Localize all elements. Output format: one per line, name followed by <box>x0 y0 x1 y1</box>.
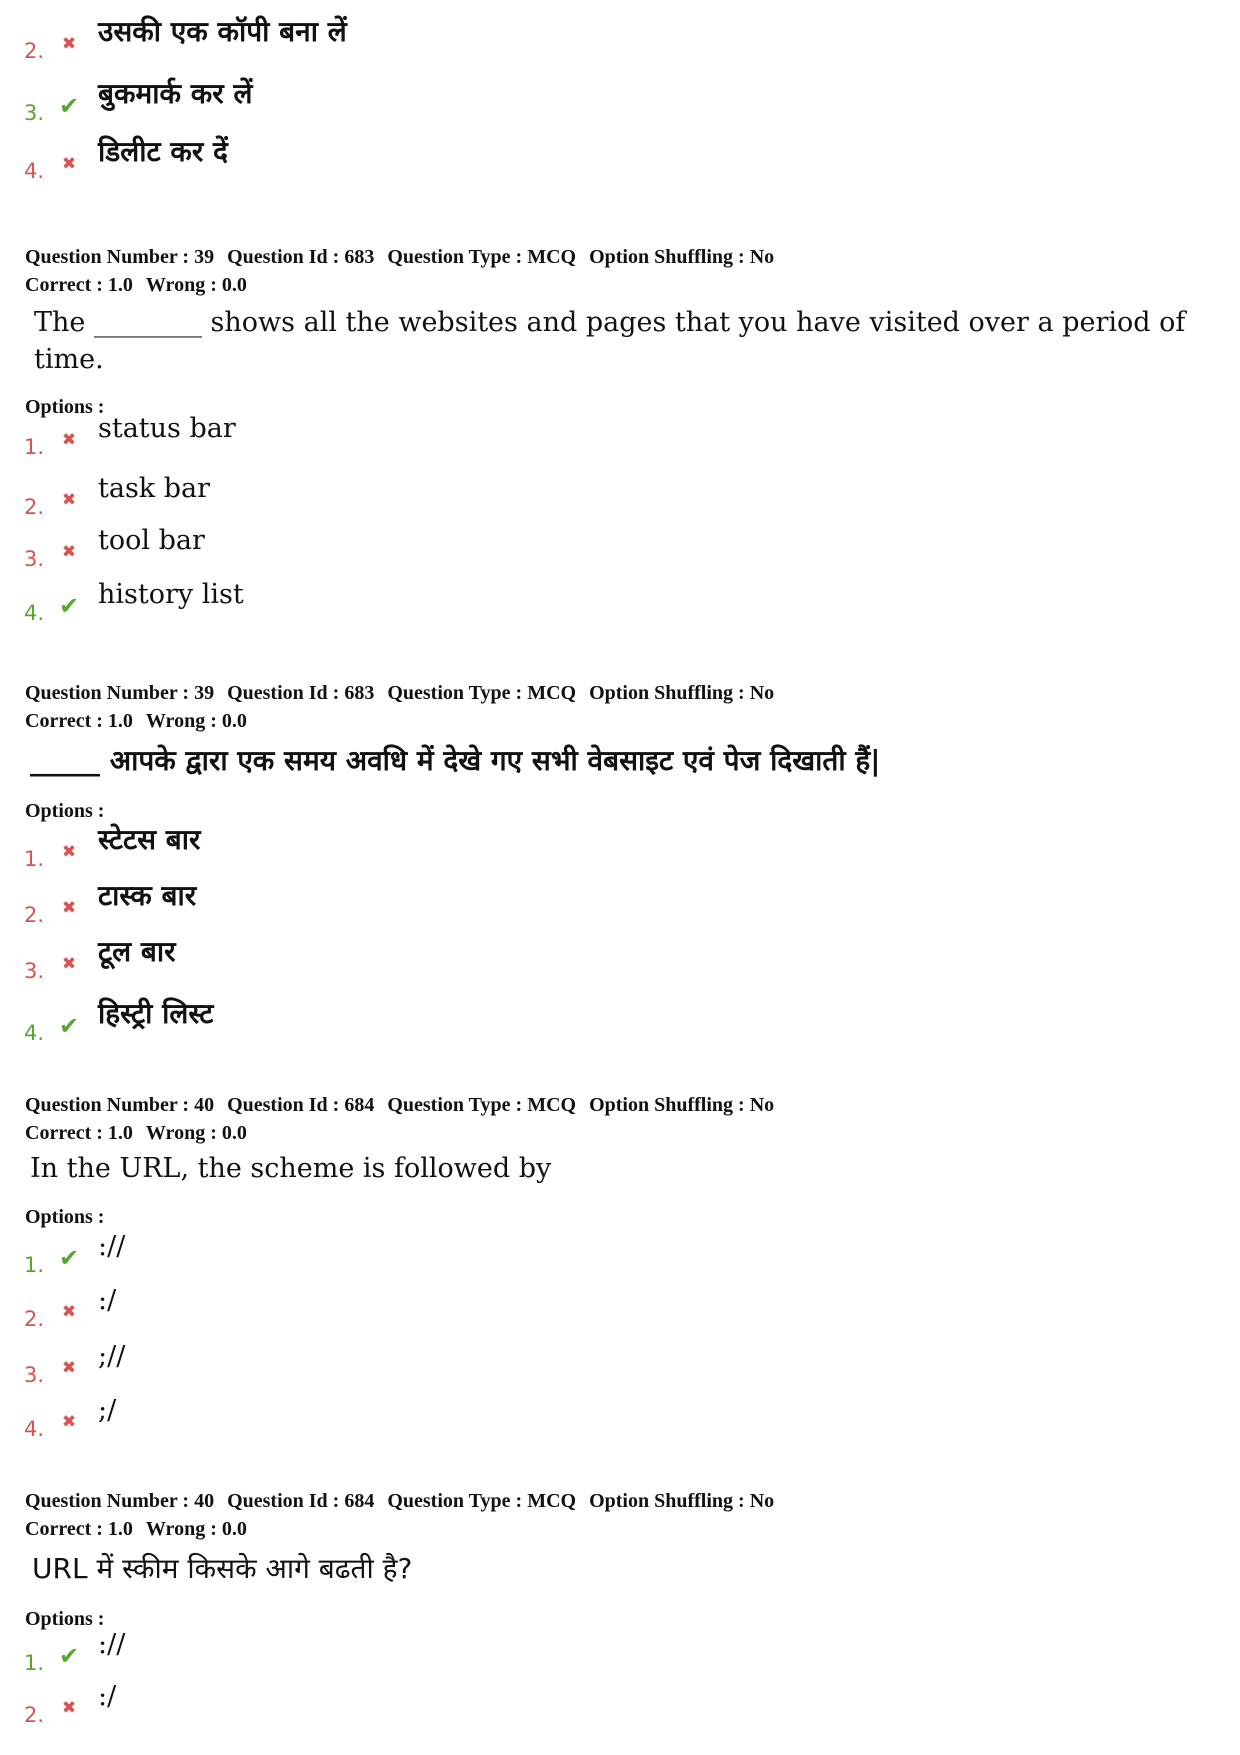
option-number: 2. <box>24 903 45 927</box>
cross-icon: ✖ <box>61 897 77 918</box>
option-number: 1. <box>24 1651 45 1675</box>
marking-scheme: Correct : 1.0 Wrong : 0.0 <box>25 1122 247 1144</box>
option-row <box>24 935 176 984</box>
option-number: 3. <box>24 547 45 571</box>
option-text: हिस्ट्री लिस्ट <box>98 997 214 1030</box>
question-meta: Question Number : 39 Question Id : 683 Question Type : MCQ Option Shuffling : No <box>25 246 775 268</box>
option-number: 1. <box>24 1253 45 1277</box>
option-number: 4. <box>24 1417 45 1441</box>
check-icon: ✔ <box>58 1012 80 1040</box>
option-row <box>24 997 214 1046</box>
option-number: 4. <box>24 601 45 625</box>
option-number: 3. <box>24 101 45 125</box>
option-row <box>24 879 197 928</box>
option-number: 2. <box>24 1703 45 1727</box>
cross-icon: ✖ <box>61 33 77 54</box>
options-label: Options : <box>25 1608 105 1630</box>
option-row <box>24 15 347 64</box>
question-text: The ________ shows all the websites and pages that you have visited over a period of time. <box>34 307 1186 375</box>
cross-icon: ✖ <box>61 429 77 450</box>
option-row <box>24 823 201 872</box>
check-icon: ✔ <box>58 1642 80 1670</box>
option-text: ;/ <box>98 1395 117 1426</box>
check-icon: ✔ <box>58 1244 80 1272</box>
cross-icon: ✖ <box>61 841 77 862</box>
marking-scheme: Correct : 1.0 Wrong : 0.0 <box>25 274 247 296</box>
option-row <box>24 1681 117 1728</box>
options-label: Options : <box>25 396 105 418</box>
cross-icon: ✖ <box>61 1697 77 1718</box>
option-row <box>24 1285 117 1332</box>
option-text: टास्क बार <box>98 879 197 912</box>
cross-icon: ✖ <box>61 1411 77 1432</box>
check-icon: ✔ <box>58 92 80 120</box>
cross-icon: ✖ <box>61 541 77 562</box>
option-text: डिलीट कर दें <box>98 135 228 168</box>
option-text: उसकी एक कॉपी बना लें <box>98 15 347 48</box>
option-row <box>24 1341 126 1388</box>
option-row <box>24 579 244 626</box>
option-text: स्टेटस बार <box>98 823 201 856</box>
option-text: :// <box>98 1629 126 1660</box>
option-text: बुकमार्क कर लें <box>98 77 253 110</box>
option-row <box>24 1231 126 1278</box>
options-label: Options : <box>25 1206 105 1228</box>
option-row <box>24 473 211 520</box>
option-text: history list <box>98 579 244 610</box>
options-label: Options : <box>25 800 105 822</box>
question-text: _____ आपके द्वारा एक समय अवधि में देखे गए सभी वेबसाइट एवं पेज दिखाती हैं| <box>30 744 881 777</box>
marking-scheme: Correct : 1.0 Wrong : 0.0 <box>25 710 247 732</box>
question-text: URL में स्कीम किसके आगे बढती है? <box>32 1552 413 1585</box>
option-row <box>24 525 205 572</box>
option-row <box>24 77 253 126</box>
option-number: 1. <box>24 435 45 459</box>
option-text: टूल बार <box>98 935 176 968</box>
option-text: :/ <box>98 1285 117 1316</box>
cross-icon: ✖ <box>61 153 77 174</box>
option-number: 2. <box>24 495 45 519</box>
option-text: :// <box>98 1231 126 1262</box>
question-meta: Question Number : 40 Question Id : 684 Question Type : MCQ Option Shuffling : No <box>25 1490 775 1512</box>
question-text: In the URL, the scheme is followed by <box>30 1153 552 1184</box>
option-text: ;// <box>98 1341 126 1372</box>
cross-icon: ✖ <box>61 953 77 974</box>
cross-icon: ✖ <box>61 1357 77 1378</box>
option-row <box>24 1629 126 1676</box>
option-number: 2. <box>24 1307 45 1331</box>
option-number: 2. <box>24 39 45 63</box>
option-number: 4. <box>24 159 45 183</box>
option-number: 3. <box>24 1363 45 1387</box>
option-text: status bar <box>98 413 236 444</box>
check-icon: ✔ <box>58 592 80 620</box>
option-text: task bar <box>98 473 211 504</box>
option-text: :/ <box>98 1681 117 1712</box>
option-row <box>24 135 228 184</box>
question-meta: Question Number : 40 Question Id : 684 Question Type : MCQ Option Shuffling : No <box>25 1094 775 1116</box>
cross-icon: ✖ <box>61 489 77 510</box>
option-text: tool bar <box>98 525 205 556</box>
marking-scheme: Correct : 1.0 Wrong : 0.0 <box>25 1518 247 1540</box>
cross-icon: ✖ <box>61 1301 77 1322</box>
option-number: 3. <box>24 959 45 983</box>
option-row <box>24 413 236 460</box>
option-row <box>24 1395 117 1442</box>
option-number: 1. <box>24 847 45 871</box>
question-meta: Question Number : 39 Question Id : 683 Question Type : MCQ Option Shuffling : No <box>25 682 775 704</box>
option-number: 4. <box>24 1021 45 1045</box>
